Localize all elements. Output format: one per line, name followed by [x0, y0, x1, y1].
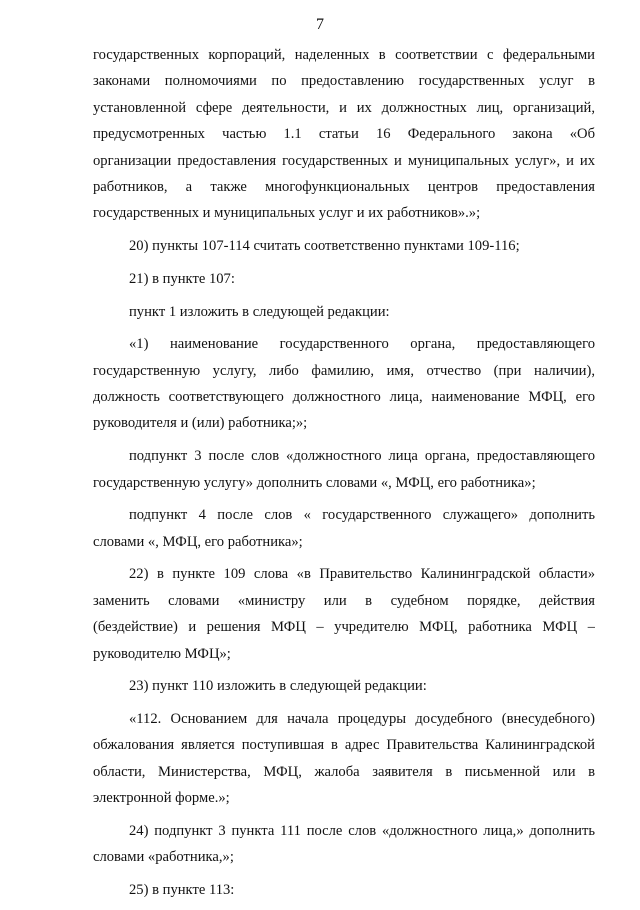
text-line: электронной форме.»;: [93, 790, 230, 807]
text-line: подпункт 3 после слов «должностного лица органа, предоставляющего: [129, 448, 595, 465]
document-body: [93, 42, 595, 910]
text-line: государственную услугу, либо фамилию, имя, отчество (при наличии),: [93, 362, 595, 379]
text-line: обжалования является поступившая в адрес Правительства Калининградской: [93, 737, 595, 754]
paragraph: [93, 42, 595, 227]
text-line: 20) пункты 107-114 считать соответственно пунктами 109-116;: [129, 238, 520, 255]
page-number: 7: [316, 16, 324, 33]
text-line: организации предоставления государственных и муниципальных услуг», и их: [93, 152, 595, 169]
text-line: государственную услугу» дополнить словами «, МФЦ, его работника»;: [93, 474, 536, 491]
text-line: подпункт 4 после слов « государственного служащего» дополнить: [129, 507, 595, 524]
paragraph: [93, 502, 595, 555]
text-line: 25) в пункте 113:: [129, 882, 235, 899]
paragraph: [93, 443, 595, 496]
text-line: законами полномочиями по предоставлению государственных услуг в: [93, 73, 595, 90]
text-line: 22) в пункте 109 слова «в Правительство Калининградской области»: [129, 566, 595, 583]
text-line: руководителю МФЦ»;: [93, 645, 231, 662]
text-line: установленной сфере деятельности, и их должностных лиц, организаций,: [93, 99, 595, 116]
text-line: «112. Основанием для начала процедуры досудебного (внесудебного): [129, 711, 595, 728]
text-line: словами «работника,»;: [93, 849, 234, 866]
text-line: «1) наименование государственного органа, предоставляющего: [129, 336, 595, 353]
text-line: области, Министерства, МФЦ, жалоба заявителя в письменной или в: [93, 763, 595, 780]
paragraph: [93, 673, 595, 699]
text-line: 23) пункт 110 изложить в следующей редакции:: [129, 678, 427, 695]
text-line: предусмотренных частью 1.1 статьи 16 Федерального закона «Об: [93, 126, 595, 143]
text-line: словами «, МФЦ, его работника»;: [93, 533, 303, 550]
paragraph: [93, 561, 595, 667]
text-line: должность соответствующего должностного лица, наименование МФЦ, его: [93, 389, 595, 406]
text-line: 24) подпункт 3 пункта 111 после слов «должностного лица,» дополнить: [129, 822, 595, 839]
text-line: государственных и муниципальных услуг и их работников».»;: [93, 205, 481, 222]
text-line: 21) в пункте 107:: [129, 270, 235, 287]
text-line: пункт 1 изложить в следующей редакции:: [129, 303, 390, 320]
paragraph: [93, 877, 595, 903]
text-line: (бездействие) и решения МФЦ – учредителю МФЦ, работника МФЦ –: [93, 619, 595, 636]
paragraph: [93, 331, 595, 437]
paragraph: [93, 266, 595, 292]
text-line: работников, а также многофункциональных центров предоставления: [93, 179, 595, 196]
text-line: государственных корпораций, наделенных в соответствии с федеральными: [93, 47, 595, 63]
paragraph: [93, 818, 595, 871]
text-line: руководителя и (или) работника;»;: [93, 415, 308, 432]
text-line: заменить словами «министру или в судебном порядке, действия: [93, 592, 595, 609]
paragraph: [93, 706, 595, 812]
paragraph: [93, 299, 595, 325]
paragraph: [93, 233, 595, 259]
